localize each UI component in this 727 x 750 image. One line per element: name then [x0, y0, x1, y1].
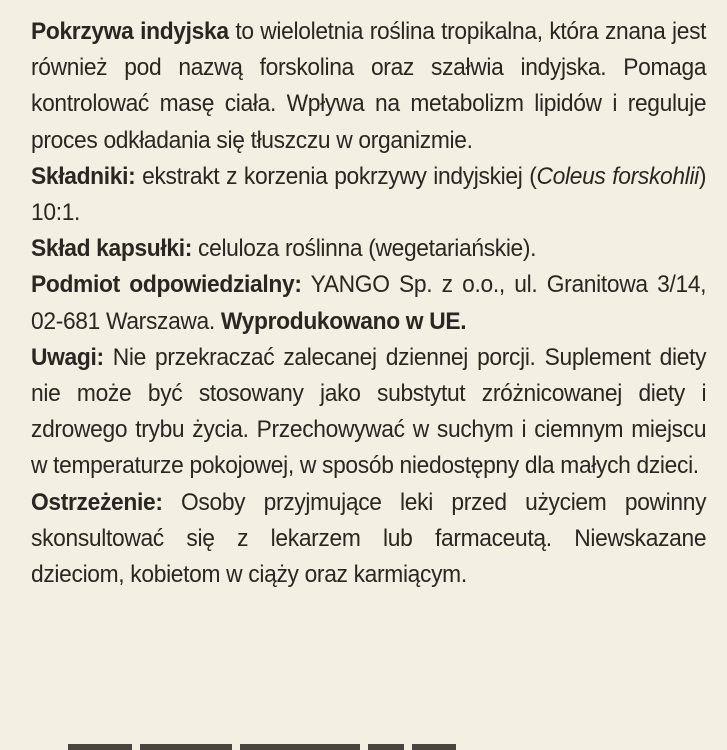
notes-text: Nie przekraczać zalecanej dziennej porcji. Suplement diety nie może być stosowany jako substytut zróżnicowanej diety i zdrowego trybu życia. Przechowywać w suchym i ciemnym miejscu w temperaturze pokojowej, w sposób niedostępny dla małych dzieci.: [31, 343, 707, 480]
warning-text: Osoby przyjmujące leki przed użyciem powinny skonsultować się z lekarzem lub farmaceutą. Niewskazane dzieciom, kobietom w ciąży oraz karmiącym.: [31, 488, 707, 589]
responsible-text: YANGO Sp. z o.o., ul. Granitowa 3/14, 02-681 Warszawa.: [31, 271, 707, 335]
intro-heading: Pokrzywa indyjska: [31, 18, 229, 45]
ingredients-latin-name: Coleus forskohlii: [536, 162, 699, 190]
notes-heading: Uwagi:: [31, 343, 104, 371]
paragraph-ingredients: [31, 159, 706, 231]
responsible-heading: Podmiot odpowiedzialny:: [31, 271, 302, 299]
cropped-next-line: [68, 741, 488, 750]
cropped-glyph: [68, 744, 132, 750]
warning-heading: Ostrzeżenie:: [31, 488, 163, 516]
cropped-glyph: [240, 744, 360, 750]
paragraph-responsible: [31, 267, 706, 339]
ingredients-ratio: ) 10:1.: [31, 162, 707, 227]
paragraph-capsule: [31, 231, 706, 267]
cropped-glyph: [140, 744, 232, 750]
cropped-glyph: [368, 744, 404, 750]
ingredients-heading: Składniki:: [31, 162, 136, 190]
paragraph-warning: [31, 485, 706, 594]
capsule-text: celuloza roślinna (wegetariańskie).: [192, 235, 537, 263]
label-text: [31, 14, 706, 593]
made-in-eu: Wyprodukowano w UE.: [220, 307, 467, 335]
paragraph-intro: [31, 14, 706, 159]
paragraph-notes: [31, 340, 706, 485]
cropped-glyph: [412, 744, 456, 750]
capsule-heading: Skład kapsułki:: [31, 235, 193, 263]
ingredients-text: ekstrakt z korzenia pokrzywy indyjskiej (: [135, 162, 537, 190]
intro-text: to wieloletnia roślina tropikalna, która znana jest również pod nazwą forskolina oraz szałwia indyjska. Pomaga kontrolować masę ciała. Wpływa na metabolizm lipidów i reguluje proces odkładania się tłuszczu w organizmie.: [31, 18, 707, 154]
